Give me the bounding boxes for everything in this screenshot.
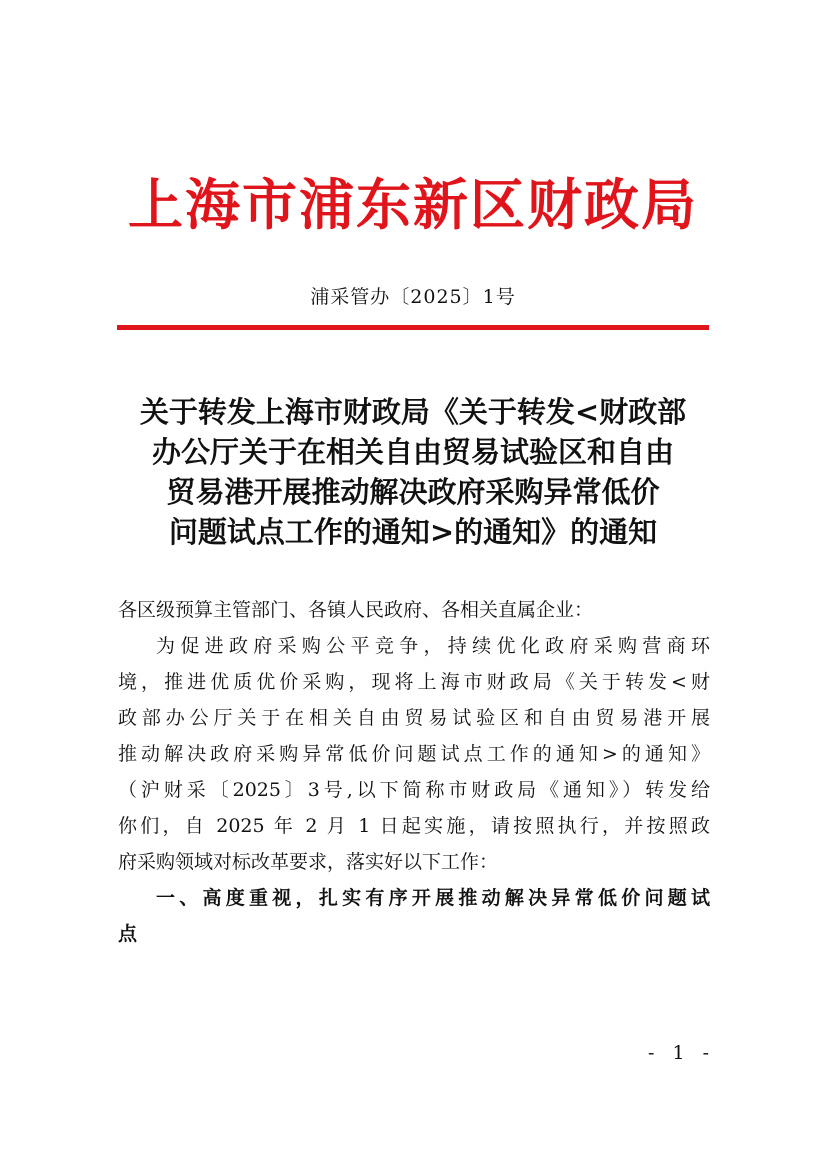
document-number: 浦采管办〔2025〕1号 [310,286,516,308]
title-line: 问题试点工作的通知>的通知》的通知 [168,515,658,549]
heading-line: 点 [118,923,138,945]
org-masthead: 上海市浦东新区财政局 [127,173,698,237]
document-body [118,592,710,952]
title-line: 办公厅关于在相关自由贸易试验区和自由 [151,435,674,469]
heading-line: 一、高度重视，扎实有序开展推动解决异常低价问题试 [156,887,710,909]
title-line: 关于转发上海市财政局《关于转发<财政部 [139,395,687,429]
page-number: - 1 - [648,1042,716,1064]
paragraph-line: 你们，自 2025 年 2 月 1 日起实施，请按照执行，并按照政 [118,815,710,837]
document-title [110,392,716,552]
paragraph-line: 境，推进优质优价采购，现将上海市财政局《关于转发<财 [118,671,710,693]
paragraph-line: 政部办公厅关于在相关自由贸易试验区和自由贸易港开展 [118,707,710,729]
addressee-line: 各区级预算主管部门、各镇人民政府、各相关直属企业： [118,599,594,621]
paragraph-line: 为促进政府采购公平竞争，持续优化政府采购营商环 [156,635,710,657]
paragraph-line: 推动解决政府采购异常低价问题试点工作的通知>的通知》 [118,743,710,765]
title-line: 贸易港开展推动解决政府采购异常低价 [166,475,660,509]
paragraph-line: （沪财采〔2025〕3号,以下简称市财政局《通知》）转发给 [118,779,710,801]
red-divider-line [117,325,709,330]
body-paragraph [118,628,710,880]
section-heading [118,880,710,952]
paragraph-line: 府采购领域对标改革要求，落实好以下工作： [118,851,499,873]
